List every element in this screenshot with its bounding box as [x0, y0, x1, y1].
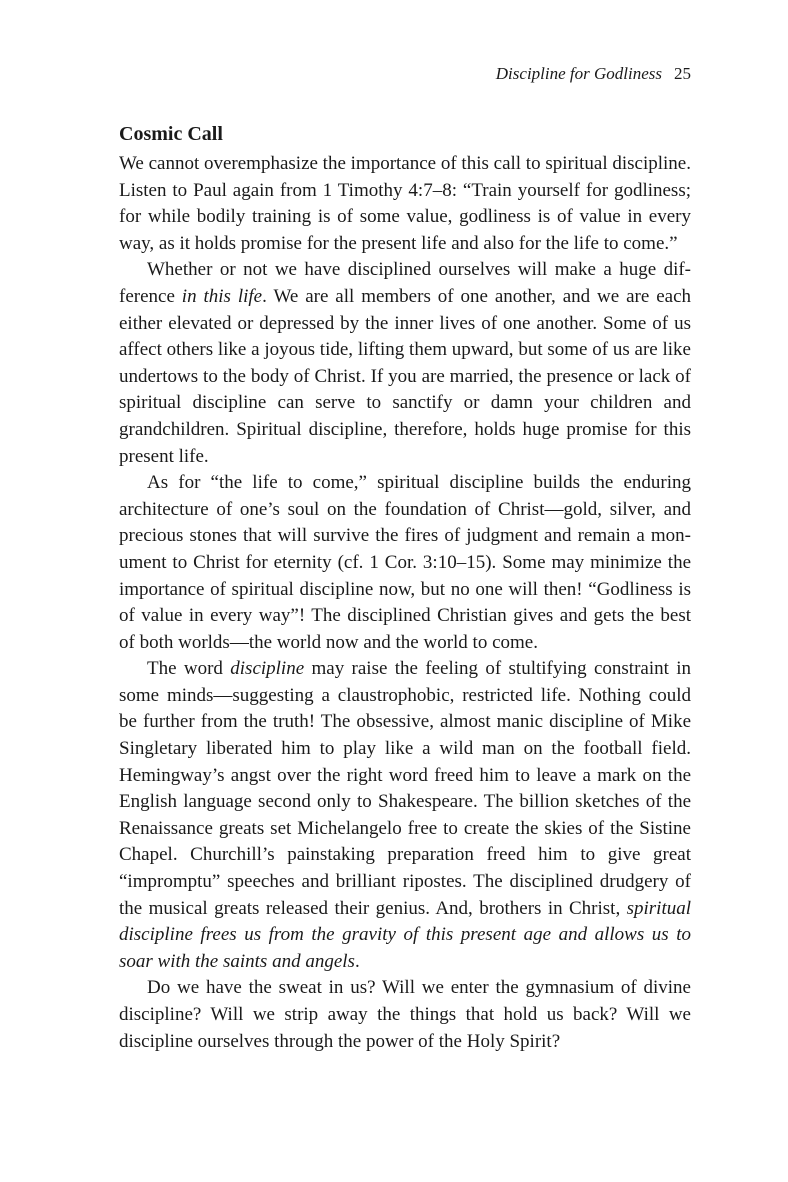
text-run: Whether or not we have disciplined ourselves will make a huge difference	[119, 259, 691, 307]
text-run: .	[354, 950, 360, 972]
section-heading: Cosmic Call	[119, 123, 223, 145]
running-head-title: Discipline for Godliness	[495, 64, 662, 83]
running-head	[496, 62, 691, 86]
italic-text: discipline	[230, 658, 305, 680]
paragraph	[119, 470, 691, 656]
body-text	[119, 151, 691, 1055]
paragraph	[119, 151, 691, 257]
page-number: 25	[674, 64, 691, 83]
text-run: may raise the feeling of stultifying constraint in some minds—suggesting a claustrophobic, restricted life. Nothing could be further from the truth! The obsessive, almost manic discipline of Mike Singletary liberated him to play like a wild man on the football field. Hemingway’s angst over the right word freed him to leave a mark on the English language second only to Shakespeare. The billion sketches of the Renaissance greats set Michelangelo free to create the skies of the Sistine Chapel. Churchill’s painstaking preparation freed him to give great “impromptu” speeches and brilliant ripostes. The disciplined drudgery of the musical greats released their genius. And, brothers in Christ,	[119, 658, 692, 919]
text-run: We cannot overemphasize the importance of this call to spiritual discipline. Listen to Paul again from 1 Timothy 4:7–8: “Train yourself for godliness; for while bodily training is of some value, godliness is of value in every way, as it holds promise for the present life and also for the life to come.”	[119, 153, 691, 254]
text-run: The word	[147, 658, 231, 680]
paragraph	[119, 975, 691, 1055]
book-page	[119, 0, 691, 1182]
paragraph	[119, 257, 691, 470]
italic-text: spiritual discipline frees us from the gravity of this present age and allows us to soar with the saints and angels	[119, 897, 691, 972]
paragraph	[119, 656, 691, 975]
italic-text: in this life	[181, 285, 263, 307]
text-run: . We are all members of one another, and we are each either elevated or depressed by the inner lives of one another. Some of us affect others like a joyous tide, lifting them upward, but some of us are like undertows to the body of Christ. If you are married, the presence or lack of spiritual discipline can serve to sanctify or damn your children and grandchildren. Spiritual discipline, therefore, holds huge promise for this present life.	[119, 285, 692, 467]
text-run: As for “the life to come,” spiritual discipline builds the enduring architecture of one’s soul on the foundation of Christ—gold, silver, and precious stones that will survive the fires of judgment and remain a monument to Christ for eternity (cf. 1 Cor. 3:10–15). Some may minimize the importance of spiritual discipline now, but no one will then! “Godliness is of value in every way”! The disciplined Christian gives and gets the best of both worlds—the world now and the world to come.	[119, 472, 691, 653]
text-run: Do we have the sweat in us? Will we enter the gymnasium of divine discipline? Will we strip away the things that hold us back? Will we discipline ourselves through the power of the Holy Spirit?	[119, 977, 691, 1052]
